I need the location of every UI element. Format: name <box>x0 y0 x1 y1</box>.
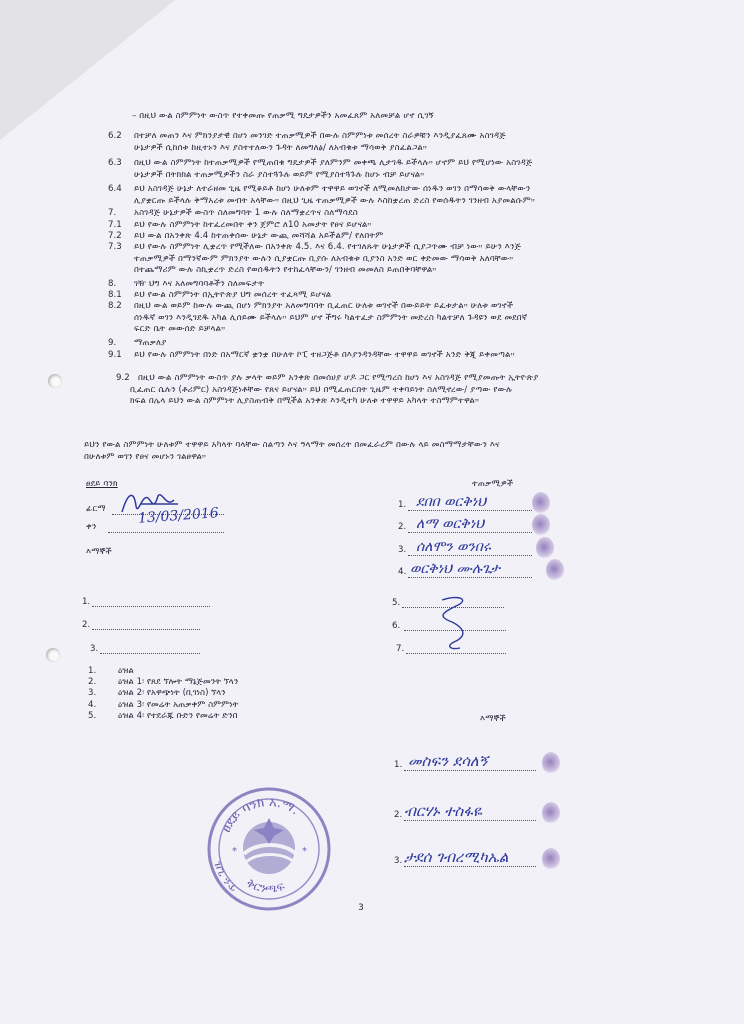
clause-number: 7. <box>108 208 117 218</box>
left-witnesses-label: እማኞች <box>86 547 112 557</box>
attachment-number: 1. <box>88 666 97 676</box>
left-witness-2-num: 2. <box>82 620 91 630</box>
witness-line <box>404 770 536 771</box>
signature-number: 2. <box>398 522 407 532</box>
thumbprint-icon <box>532 514 550 536</box>
clause-number: 6.4 <box>108 184 122 194</box>
stamp-left-text: ጥሩ ጊዜ <box>210 859 240 896</box>
clause-line: ይህ የውሉ ስምምነት ሊቋረጥ የሚችለው በአንቀጽ 4.5. እና 6.4. የተገለጹት ሁኔታዎች ሲያጋጥሙ ብቻ ነው። ይሁን እንጅ <box>134 242 522 252</box>
punch-hole-icon <box>48 374 62 388</box>
closing-line: ይህን የውል ስምምነት ሁለቱም ተዋዋይ አካላት ባላቸው ስልጣን እና ዓላማት መሰረት በመፈራረም በውሉ ላይ መስማማታቸውን እና <box>84 440 500 450</box>
clause-number: 7.1 <box>108 220 122 230</box>
punch-hole-icon <box>46 648 60 662</box>
attachment-number: 5. <box>88 710 97 721</box>
party-signature: ወርቅነህ ሙሉጌታ <box>410 561 500 577</box>
thumbprint-icon <box>532 492 550 514</box>
witness-line <box>404 866 536 867</box>
clause-line: ቢፈጠር ሴሉን (ቶሪምር) አስገዳጅነቶቸው የጸና ይሆናል። ይህ በሚፈጠርበት ጊዜም ተቀባይነት ስለሚኖረው/ ያጣው የውሉ <box>130 384 513 395</box>
witness-signature: ታደሰ ገብረሚካኤል <box>404 848 509 866</box>
attachment-text: ዕዝል 3፡ የመሬት አጠቃቀም ስምምነት <box>118 699 239 710</box>
clause-line: ተጠቃሚዎች በማንኛውም ምክንያት ውሉን ሲያቋርጡ ቢያሱ ለአብቁቱ ቢያንስ አንድ ወር ቀድመው ማሳወቅ አለባቸው። <box>134 253 514 264</box>
right-extra-6-num: 6. <box>392 621 401 631</box>
clause-line: በዚህ ውል ወይም ከውሉ ውጪ በሆነ ምክንያት አለመግባባት ቢፈጠር ሁለቱ ወገኖች በውይይት ይፈቱታል። ሁለቱ ወገኖች <box>134 301 514 311</box>
clause-line: ሁኔታዎች በትክክል ተጠቃሚዎችን ስራ ያስተጓጉሉ ወይም የሚያስተጓጉሉ ከሆኑ ብቻ ይሆናል። <box>134 169 425 180</box>
clause-number: 9.1 <box>108 350 122 360</box>
signature-number: 3. <box>398 545 407 555</box>
clause-line: ይህ የውል ስምምነት በኢትዮጵያ ህግ መሰረት ተፈጻሚ ይሆናል <box>134 290 332 300</box>
date-handwritten: 13/03/2016 <box>137 505 220 527</box>
clause-line: ይህ ውል በአንቀጽ 4.4 ከተጠቀሰው ሁኔታ ውጪ መሻሻል አይችልም/ የለበትም <box>134 231 384 241</box>
witness-line <box>404 820 536 821</box>
clause-number: 7.2 <box>108 231 122 241</box>
right-party-title: ተጠቃሚዎች <box>472 479 514 489</box>
svg-text:ቅርንጫፍ <box>244 876 286 896</box>
clause-line: በዚህ ውል ስምምነት ከተጠቃሚዎች የሚጠበቁ ግዴታዎች ያለምንም መቀጫ ሊታገዱ ይችላሉ። ሆኖም ይህ የሚሆነው አስገዳጅ <box>134 158 533 168</box>
left-witness-3-line <box>100 653 200 654</box>
page-number: 3 <box>358 903 364 913</box>
clause-line: ፍርድ ቤት መውሰድ ይቻላል። <box>134 324 226 334</box>
clause-line: ክፍል በሌላ ይህን ውል ስምምነት ሊያስጠብቅ በሚችል አንቀጽ እንዲተካ ሁለቱ ተዋዋይ አካላት ተስማምተዋል። <box>130 396 480 406</box>
clause-line: ይህ አስገዳጅ ሁኔታ ለተራዘመ ጊዜ የሚቆይቶ ከሆነ ሁለቱም ተዋዋይ ወገኖች ለሚመለከታው ሰነዱን ወገን በማሳወቅ ውላቸውን <box>134 184 531 194</box>
closing-line: በሁለቱም ወገን የፀና መሆኑን ገልፀዋል። <box>84 452 207 462</box>
right-witnesses-label: እማኞች <box>480 714 506 724</box>
signature-number: 4. <box>398 567 407 577</box>
right-extra-7-num: 7. <box>396 644 405 654</box>
witness-signature: መስፍን ደሳለኝ <box>408 752 488 770</box>
clause-number: 8.2 <box>108 301 122 311</box>
clause-number: 6.2 <box>108 131 122 141</box>
witness-signature: ብርሃኑ ተስፋዬ <box>404 802 482 820</box>
attachment-number: 2. <box>88 677 97 688</box>
date-label: ቀን <box>86 522 97 532</box>
clause-number: 9. <box>108 338 117 348</box>
attachment-text: ዕዝል <box>118 666 134 676</box>
clause-line: ይህ የውሉ ስምምነት በነድ በአማርኛ ቋንቋ በሁለት ኮፒ ተዘጋጅቶ በእያንዳንዳቸው ተዋዋይ ወገኖች አንድ ቅጂ ይቀመጣል። <box>134 350 515 360</box>
svg-text:*: * <box>302 846 307 857</box>
clause-line: ማጠቃለያ <box>134 338 167 348</box>
left-witness-2-line <box>92 629 200 630</box>
attachment-text: ዕዝል 2፡ የአዋጭነት (ቢገነስ) ኘላን <box>118 688 226 699</box>
witness-number: 1. <box>394 760 403 770</box>
intro-line: – በዚህ ውል ስምምነት ውስጥ የተቀመጡ የጠቃሚ ግዴታዎችን አመፈጸም አለመቻል ሆኖ ሲገኝ <box>132 111 434 121</box>
party-signature: ሰለሞን ወንበሩ <box>416 539 491 555</box>
bank-signature-icon <box>118 486 188 520</box>
party-signature: ደበበ ወርቅነህ <box>416 494 487 510</box>
thumbprint-icon <box>536 537 554 559</box>
signature-number: 1. <box>398 500 407 510</box>
thumbprint-icon <box>542 848 560 870</box>
clause-number: 6.3 <box>108 158 122 168</box>
witness-number: 2. <box>394 810 403 820</box>
clause-line: ይህ የውሉ ስምምነት ከተፈረመበት ቀን ጀምሮ ለ10 አመታት የፀና ይሆናል። <box>134 220 372 230</box>
clause-line: በዚህ ውል ስምምነት ውስጥ ያሉ ቃላት ወይም አንቀጽ በመሰሀያ ሆዶ ጋር የሚጣረስ ከሆነ እና አስገዳጅ የሚያመጡት ኢትዮጵያ <box>138 373 539 383</box>
sign-label: ፊርማ <box>86 504 106 514</box>
clause-number: 9.2 <box>116 373 130 383</box>
clause-number: 8. <box>108 279 117 289</box>
stamp-bottom-text: ቅርንጫፍ <box>244 875 287 896</box>
thumbprint-icon <box>546 559 564 581</box>
witness-number: 3. <box>394 856 403 866</box>
clause-line: አስገዳጅ ሁኔታዎች ውስጥ ስለመግባት 1 ውሉ ስለማቋረጥና ስለማሳደስ <box>134 208 358 218</box>
date-line <box>108 532 224 533</box>
clause-line: ገዥ ህግ እና አለመግባባቶችን ስለመፍታት <box>134 279 265 289</box>
thumbprint-icon <box>542 802 560 824</box>
thumbprint-icon <box>542 752 560 774</box>
right-extra-5-num: 5. <box>392 598 401 608</box>
signature-line <box>408 532 532 533</box>
left-witness-1-num: 1. <box>82 597 91 607</box>
clause-number: 7.3 <box>108 242 122 252</box>
signature-line <box>408 510 532 511</box>
signature-line <box>408 577 532 578</box>
clause-line: ሰነዱኛ ወገን እንዲገደዱ አካል ሊሰይሙ ይችላሉ። ይህም ሆኖ ችግሩ ካልተፈታ ስምምነት መድረስ ካልተቻለ ጉዳዩን ወደ መደበኛ <box>134 312 528 323</box>
scribble-signature-icon <box>430 592 480 654</box>
left-witness-1-line <box>92 606 210 607</box>
clause-line: ሁኔታዎች ሲከሰቱ ከዚተኑን እና ያስተተለውን ጉዳት ለመግለፅ/ ለአብቁቱ ማሳወቅ ያስፈልጋል። <box>134 142 428 153</box>
attachment-number: 3. <box>88 688 97 699</box>
svg-text:*: * <box>232 846 237 857</box>
stamp-top-text: ፀደይ ባንክ አ.ማ. <box>219 794 302 835</box>
attachment-text: ዕዝል 4፡ የተደራጁ ቡድን የመሬት ድንበ <box>118 710 238 721</box>
bank-stamp-icon <box>204 784 334 914</box>
clause-line: በተጨማሪም ውሉ ስኪቋረጥ ድረስ የወሰዱትን የተከፈላቸውን/ ገንዘብ መመለስ ይጠበቅባቸዋል። <box>134 265 437 275</box>
attachment-number: 4. <box>88 699 97 710</box>
left-witness-3-num: 3. <box>90 644 99 654</box>
clause-number: 8.1 <box>108 290 122 300</box>
party-signature: ለማ ወርቅነህ <box>416 516 485 532</box>
signature-line <box>408 555 532 556</box>
attachment-text: ዕዝል 1፡ የጸደ ኘሎት ማኔጅመንት ኘላን <box>118 677 239 688</box>
left-party-title: ፀደይ ባንክ <box>86 479 118 489</box>
clause-line: ሊያቋርጡ ይችላሉ ቅማአረቱ መብት አላቸው። በዚህ ጊዜ ተጠቃሚዎች ውሉ እስከቋረጠ ድረስ የወሰዱትን ገንዘብ አያመልሱም። <box>134 195 535 206</box>
clause-line: በተቻለ መጠን እና ምክንያታዊ በሆነ መንገድ ተጠቃሚዎች በውሉ ስምምነቱ መሰረት ስራዎቹን እንዲያፈጸሙ አስገዳጅ <box>134 131 506 141</box>
